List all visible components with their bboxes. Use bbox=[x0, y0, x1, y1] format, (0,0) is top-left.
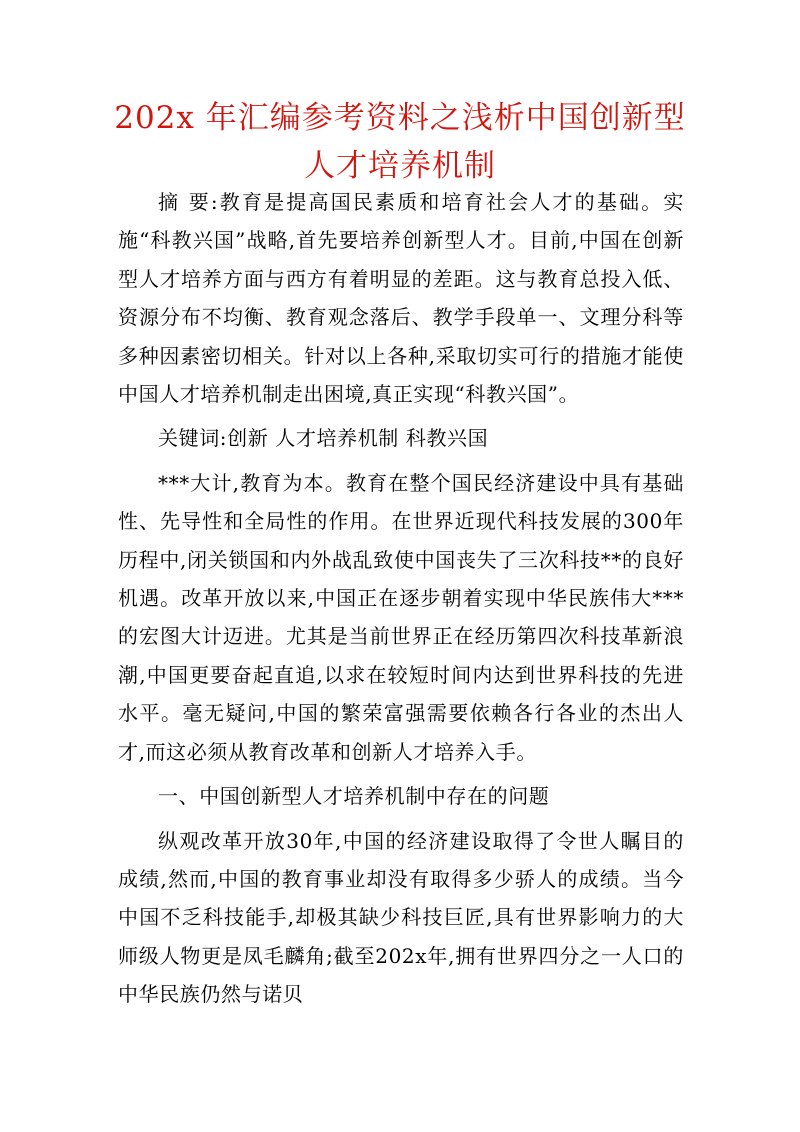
section-paragraph: 纵观改革开放30年,中国的经济建设取得了令世人瞩目的成绩,然而,中国的教育事业却没有取得多少骄人的成绩。当今中国不乏科技能手,却极其缺少科技巨匠,具有世界影响力的大师级人物更是凤毛麟角;截至202x年,拥有世界四分之一人口的中华民族仍然与诺贝 bbox=[118, 828, 684, 1007]
abstract-paragraph: 摘 要:教育是提高国民素质和培育社会人才的基础。实施“科教兴国”战略,首先要培养创新型人才。目前,中国在创新型人才培养方面与西方有着明显的差距。这与教育总投入低、资源分布不均衡、教育观念落后、教学手段单一、文理分科等多种因素密切相关。针对以上各种,采取切实可行的措施才能使中国人才培养机制走出困境,真正实现“科教兴国”。 bbox=[118, 190, 684, 407]
document-title: 202x 年汇编参考资料之浅析中国创新型人才培养机制 bbox=[114, 100, 686, 184]
keywords-paragraph: 关键词:创新 人才培养机制 科教兴国 bbox=[158, 426, 489, 451]
intro-paragraph: ***大计,教育为本。教育在整个国民经济建设中具有基础性、先导性和全局性的作用。在世界近现代科技发展的300年历程中,闭关锁国和内外战乱致使中国丧失了三次科技**的良好机遇。改革开放以来,中国正在逐步朝着实现中华民族伟大***的宏图大计迈进。尤其是当前世界正在经历第四次科技革新浪潮,中国更要奋起直追,以求在较短时间内达到世界科技的先进水平。毫无疑问,中国的繁荣富强需要依赖各行各业的杰出人才,而这必须从教育改革和创新人才培养入手。 bbox=[118, 470, 684, 764]
section-heading: 一、中国创新型人才培养机制中存在的问题 bbox=[158, 784, 550, 809]
document-body bbox=[118, 183, 684, 1020]
